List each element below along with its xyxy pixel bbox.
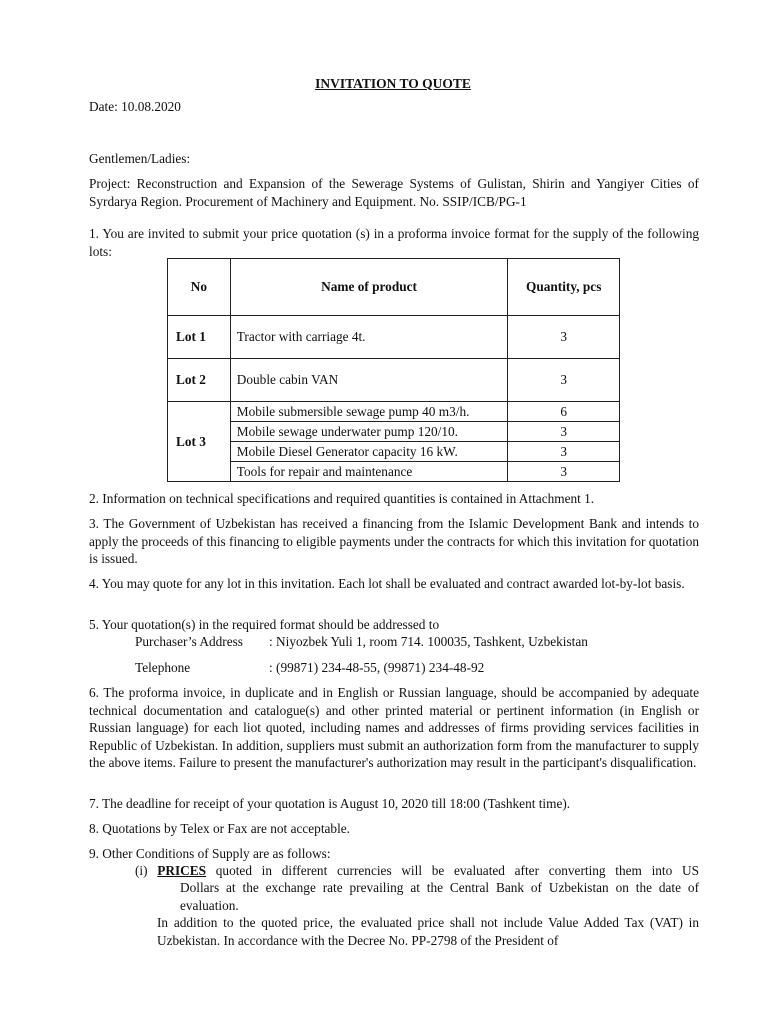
date-line: Date: 10.08.2020 — [89, 99, 181, 114]
paragraph-6: 6. The proforma invoice, in duplicate and in English or Russian language, should be accompanied by adequate technical documentation and catalogue(s) and other printed material or pertinent information (in English or Russian language) for each liot quoted, including names and addresses of firms providing services facilities in Republic of Uzbekistan. In addition, suppliers must submit an authorization form from the manufacturer to supply the above items. Failure to present the manufacturer's authorization may result in the participant's disqualification. — [89, 685, 699, 770]
condition-i-text: quoted in different currencies will be evaluated after converting them into US — [215, 863, 699, 878]
product-name: Mobile submersible sewage pump 40 m3/h. — [230, 402, 508, 422]
product-quantity: 3 — [508, 359, 620, 402]
phone-label: Telephone — [135, 660, 191, 675]
address-value: : Niyozbek Yuli 1, room 714. 100035, Tashkent, Uzbekistan — [269, 634, 588, 649]
paragraph-1: 1. You are invited to submit your price quotation (s) in a proforma invoice format for the supply of the following lots: — [89, 226, 699, 259]
product-name: Mobile Diesel Generator capacity 16 kW. — [230, 442, 508, 462]
condition-i-continuation: Dollars at the exchange rate prevailing at the Central Bank of Uzbekistan on the date of evaluation. — [180, 880, 699, 913]
paragraph-8: 8. Quotations by Telex or Fax are not acceptable. — [89, 821, 350, 836]
paragraph-5: 5. Your quotation(s) in the required format should be addressed to — [89, 617, 440, 632]
product-quantity: 3 — [508, 422, 620, 442]
table-row — [168, 422, 620, 442]
product-name: Mobile sewage underwater pump 120/10. — [230, 422, 508, 442]
header-name: Name of product — [230, 259, 508, 316]
project-paragraph: Project: Reconstruction and Expansion of the Sewerage Systems of Gulistan, Shirin and Yangiyer Cities of Syrdarya Region. Procurement of Machinery and Equipment. No. SSIP/ICB/PG-1 — [89, 176, 699, 209]
product-quantity: 3 — [508, 316, 620, 359]
table-row — [168, 442, 620, 462]
header-no: No — [168, 259, 231, 316]
paragraph-2: 2. Information on technical specifications and required quantities is contained in Attachment 1. — [89, 491, 595, 506]
table-row — [168, 359, 620, 402]
salutation: Gentlemen/Ladies: — [89, 151, 191, 166]
product-quantity: 3 — [508, 462, 620, 482]
lot-label: Lot 1 — [168, 316, 231, 359]
product-quantity: 3 — [508, 442, 620, 462]
address-label: Purchaser’s Address — [135, 634, 243, 649]
paragraph-4: 4. You may quote for any lot in this invitation. Each lot shall be evaluated and contract awarded lot-by-lot basis. — [89, 576, 685, 591]
lot-label: Lot 2 — [168, 359, 231, 402]
table-row — [168, 462, 620, 482]
table-row — [168, 316, 620, 359]
product-quantity: 6 — [508, 402, 620, 422]
vat-paragraph: In addition to the quoted price, the evaluated price shall not include Value Added Tax (VAT) in Uzbekistan. In accordance with the Decree No. PP-2798 of the President of — [157, 915, 699, 948]
condition-i-line — [135, 862, 699, 880]
header-quantity: Quantity, pcs — [508, 259, 620, 316]
product-name: Tools for repair and maintenance — [230, 462, 508, 482]
paragraph-9: 9. Other Conditions of Supply are as follows: — [89, 846, 331, 861]
paragraph-7: 7. The deadline for receipt of your quotation is August 10, 2020 till 18:00 (Tashkent time). — [89, 796, 571, 811]
table-row — [168, 402, 620, 422]
table-header-row — [168, 259, 620, 316]
lots-table — [167, 258, 620, 482]
prices-keyword: PRICES — [157, 863, 207, 878]
lot-label: Lot 3 — [168, 402, 231, 482]
product-name: Tractor with carriage 4t. — [230, 316, 508, 359]
phone-value: : (99871) 234-48-55, (99871) 234-48-92 — [269, 660, 485, 675]
product-name: Double cabin VAN — [230, 359, 508, 402]
condition-i-prefix: (i) — [135, 863, 148, 878]
page-title: INVITATION TO QUOTE — [315, 76, 471, 91]
paragraph-3: 3. The Government of Uzbekistan has received a financing from the Islamic Development Bank and intends to apply the proceeds of this financing to eligible payments under the contracts for which this invitation for quotation is issued. — [89, 516, 699, 566]
